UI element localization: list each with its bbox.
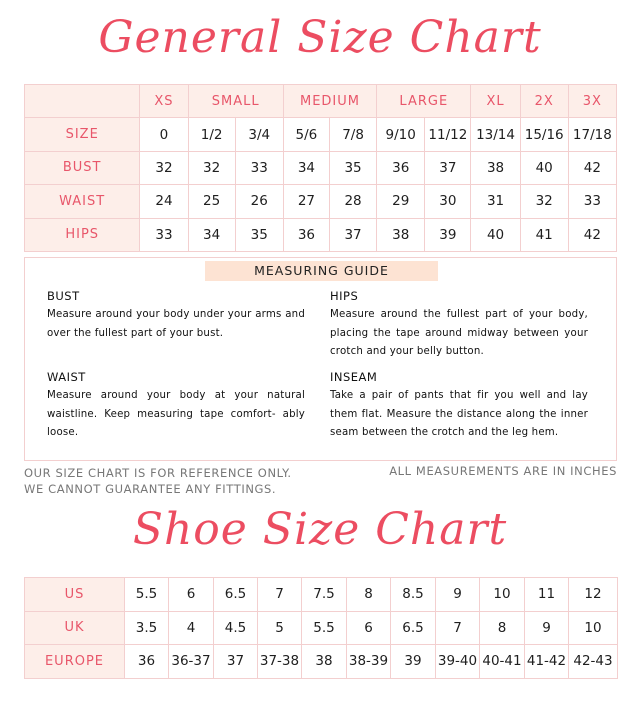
size-cell: 33 xyxy=(568,185,616,218)
measuring-guide-box xyxy=(24,257,617,461)
shoe-cell: 37 xyxy=(214,645,258,679)
row-label-bust: BUST xyxy=(25,151,140,184)
size-group-xs: XS xyxy=(140,85,188,118)
size-cell: 37 xyxy=(329,218,376,251)
shoe-size-chart-title: Shoe Size Chart xyxy=(132,504,508,555)
size-cell: 37 xyxy=(425,151,471,184)
shoe-cell: 4.5 xyxy=(214,611,258,645)
guide-hips-heading: HIPS xyxy=(330,289,359,303)
shoe-cell: 3.5 xyxy=(125,611,169,645)
shoe-row-uk xyxy=(25,611,618,645)
shoe-cell: 40-41 xyxy=(480,645,525,679)
disclaimer-line-2: WE CANNOT GUARANTEE ANY FITTINGS. xyxy=(24,482,277,496)
shoe-cell: 36-37 xyxy=(169,645,214,679)
shoe-cell: 6.5 xyxy=(391,611,436,645)
guide-inseam-heading: INSEAM xyxy=(330,370,378,384)
guide-inseam xyxy=(330,370,588,443)
size-cell: 32 xyxy=(520,185,568,218)
shoe-cell: 7 xyxy=(436,611,480,645)
shoe-cell: 7.5 xyxy=(302,578,347,612)
shoe-cell: 42-43 xyxy=(569,645,618,679)
size-cell: 35 xyxy=(235,218,283,251)
shoe-cell: 38 xyxy=(302,645,347,679)
size-group-large: LARGE xyxy=(377,85,471,118)
row-label-hips: HIPS xyxy=(25,218,140,251)
units-note: ALL MEASUREMENTS ARE IN INCHES xyxy=(389,464,617,478)
row-label-waist: WAIST xyxy=(25,185,140,218)
size-cell: 42 xyxy=(568,151,616,184)
shoe-cell: 6 xyxy=(169,578,214,612)
size-cell: 38 xyxy=(471,151,520,184)
shoe-cell: 7 xyxy=(258,578,302,612)
shoe-row-europe xyxy=(25,645,618,679)
guide-waist-text: Measure around your body at your natural waistline. Keep measuring tape comfort- ably loose. xyxy=(47,390,305,438)
size-group-2x: 2X xyxy=(520,85,568,118)
shoe-cell: 10 xyxy=(569,611,618,645)
size-group-xl: XL xyxy=(471,85,520,118)
size-cell: 1/2 xyxy=(188,118,235,151)
shoe-row-label-europe: EUROPE xyxy=(25,645,125,679)
shoe-cell: 8.5 xyxy=(391,578,436,612)
size-cell: 5/6 xyxy=(283,118,329,151)
shoe-cell: 9 xyxy=(436,578,480,612)
size-group-medium: MEDIUM xyxy=(283,85,376,118)
shoe-cell: 12 xyxy=(569,578,618,612)
guide-inseam-text: Take a pair of pants that fir you well and lay them flat. Measure the distance along the inner seam between the crotch and the leg hem. xyxy=(330,390,588,438)
size-cell: 24 xyxy=(140,185,188,218)
shoe-cell: 8 xyxy=(480,611,525,645)
size-cell: 34 xyxy=(188,218,235,251)
shoe-cell: 41-42 xyxy=(525,645,569,679)
size-row-size xyxy=(25,118,617,151)
size-cell: 30 xyxy=(425,185,471,218)
size-group-header-row xyxy=(25,85,617,118)
shoe-cell: 4 xyxy=(169,611,214,645)
size-row-bust xyxy=(25,151,617,184)
guide-bust-heading: BUST xyxy=(47,289,80,303)
shoe-cell: 5 xyxy=(258,611,302,645)
size-cell: 32 xyxy=(140,151,188,184)
size-cell: 15/16 xyxy=(520,118,568,151)
shoe-cell: 5.5 xyxy=(125,578,169,612)
shoe-row-us xyxy=(25,578,618,612)
size-cell: 26 xyxy=(235,185,283,218)
size-cell: 13/14 xyxy=(471,118,520,151)
shoe-cell: 38-39 xyxy=(347,645,391,679)
shoe-cell: 6.5 xyxy=(214,578,258,612)
size-cell: 35 xyxy=(329,151,376,184)
shoe-cell: 37-38 xyxy=(258,645,302,679)
shoe-cell: 9 xyxy=(525,611,569,645)
size-cell: 9/10 xyxy=(377,118,425,151)
size-row-waist xyxy=(25,185,617,218)
size-group-3x: 3X xyxy=(568,85,616,118)
size-cell: 29 xyxy=(377,185,425,218)
size-cell: 11/12 xyxy=(425,118,471,151)
size-cell: 0 xyxy=(140,118,188,151)
measuring-guide-title: MEASURING GUIDE xyxy=(205,261,438,281)
header-corner-cell xyxy=(25,85,140,118)
shoe-row-label-us: US xyxy=(25,578,125,612)
disclaimer-line-1: OUR SIZE CHART IS FOR REFERENCE ONLY. xyxy=(24,466,292,480)
size-cell: 3/4 xyxy=(235,118,283,151)
size-cell: 40 xyxy=(471,218,520,251)
size-row-hips xyxy=(25,218,617,251)
shoe-cell: 11 xyxy=(525,578,569,612)
shoe-cell: 39 xyxy=(391,645,436,679)
shoe-cell: 39-40 xyxy=(436,645,480,679)
size-cell: 31 xyxy=(471,185,520,218)
guide-hips xyxy=(330,289,588,362)
size-cell: 25 xyxy=(188,185,235,218)
shoe-cell: 10 xyxy=(480,578,525,612)
size-cell: 34 xyxy=(283,151,329,184)
size-cell: 42 xyxy=(568,218,616,251)
row-label-size: SIZE xyxy=(25,118,140,151)
shoe-cell: 6 xyxy=(347,611,391,645)
size-cell: 41 xyxy=(520,218,568,251)
size-cell: 28 xyxy=(329,185,376,218)
size-cell: 33 xyxy=(235,151,283,184)
size-cell: 33 xyxy=(140,218,188,251)
shoe-cell: 5.5 xyxy=(302,611,347,645)
size-group-small: SMALL xyxy=(188,85,283,118)
size-cell: 27 xyxy=(283,185,329,218)
guide-bust xyxy=(47,289,305,343)
general-size-chart-title: General Size Chart xyxy=(98,12,542,63)
reference-disclaimer xyxy=(24,465,292,497)
general-size-table xyxy=(24,84,617,252)
guide-hips-text: Measure around the fullest part of your body, placing the tape around midway between your crotch and your belly button. xyxy=(330,309,588,357)
size-cell: 17/18 xyxy=(568,118,616,151)
shoe-row-label-uk: UK xyxy=(25,611,125,645)
size-cell: 7/8 xyxy=(329,118,376,151)
size-cell: 32 xyxy=(188,151,235,184)
size-cell: 40 xyxy=(520,151,568,184)
shoe-cell: 8 xyxy=(347,578,391,612)
size-cell: 38 xyxy=(377,218,425,251)
shoe-cell: 36 xyxy=(125,645,169,679)
size-cell: 39 xyxy=(425,218,471,251)
size-cell: 36 xyxy=(377,151,425,184)
guide-waist xyxy=(47,370,305,443)
size-cell: 36 xyxy=(283,218,329,251)
guide-bust-text: Measure around your body under your arms and over the fullest part of your bust. xyxy=(47,309,305,339)
guide-waist-heading: WAIST xyxy=(47,370,86,384)
shoe-size-table xyxy=(24,577,618,679)
